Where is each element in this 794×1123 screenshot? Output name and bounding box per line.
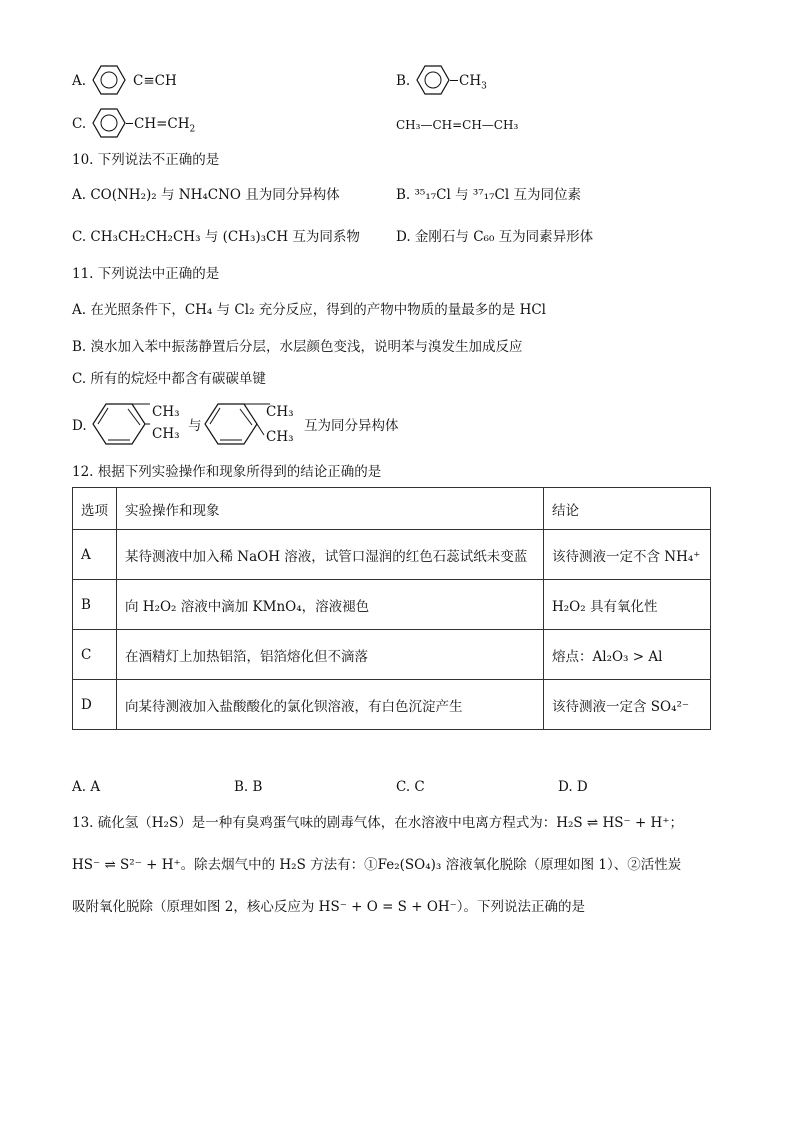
benzene-ring-icon (92, 107, 126, 139)
header-option: 选项 (73, 488, 117, 530)
methyl-label: CH₃ (152, 404, 180, 420)
row-operation: 在酒精灯上加热铝箔，铝箔熔化但不滴落 (117, 630, 544, 680)
q11-option-a: A. 在光照条件下，CH₄ 与 Cl₂ 充分反应，得到的产物中物质的量最多的是 HCl (72, 302, 546, 318)
q9-option-a-label: A. (72, 73, 87, 89)
q10-option-c: C. CH₃CH₂CH₂CH₃ 与 (CH₃)₃CH 互为同系物 (72, 229, 360, 245)
row-conclusion: 该待测液一定含 SO₄²⁻ (544, 680, 711, 730)
table-row (73, 530, 711, 580)
methyl-label: CH₃ (152, 426, 180, 442)
q9-option-b-label: B. (396, 73, 411, 89)
q12-choice-a: A. A (72, 779, 101, 795)
q12-choice-d: D. D (558, 779, 588, 795)
q11-option-d-tail: 互为同分异构体 (304, 418, 399, 434)
q12-stem: 12. 根据下列实验操作和现象所得到的结论正确的是 (72, 464, 382, 480)
benzene-ring-icon (92, 64, 126, 96)
q9-option-b-formula: CH (459, 73, 482, 89)
q13-line-3: 吸附氧化脱除（原理如图 2，核心反应为 HS⁻ + O = S + OH⁻）。下列说法正确的是 (72, 899, 586, 915)
q9-option-a-formula: C≡CH (133, 73, 177, 89)
header-operation: 实验操作和现象 (117, 488, 544, 530)
q9-option-c-formula: CH=CH (134, 116, 190, 132)
row-operation: 向 H₂O₂ 溶液中滴加 KMnO₄，溶液褪色 (117, 580, 544, 630)
row-option: D (73, 680, 117, 730)
q9-option-d: CH₃—CH=CH—CH₃ (396, 118, 519, 132)
o-xylene-structure-icon (92, 401, 150, 447)
p-xylene-structure-icon (204, 401, 270, 447)
table-row (73, 630, 711, 680)
table-header-row (73, 488, 711, 530)
bond-line (450, 80, 458, 81)
row-operation: 某待测液中加入稀 NaOH 溶液，试管口湿润的红色石蕊试纸未变蓝 (117, 530, 544, 580)
q11-option-b: B. 溴水加入苯中振荡静置后分层，水层颜色变浅，说明苯与溴发生加成反应 (72, 339, 523, 355)
table-row (73, 580, 711, 630)
row-option: C (73, 630, 117, 680)
q10-option-d: D. 金刚石与 C₆₀ 互为同素异形体 (396, 229, 594, 245)
methyl-label: CH₃ (266, 404, 294, 420)
q12-choice-b: B. B (234, 779, 263, 795)
q11-stem: 11. 下列说法中正确的是 (72, 266, 220, 282)
row-operation: 向某待测液加入盐酸酸化的氯化钡溶液，有白色沉淀产生 (117, 680, 544, 730)
q10-stem: 10. 下列说法不正确的是 (72, 152, 220, 168)
q10-option-a: A. CO(NH₂)₂ 与 NH₄CNO 且为同分异构体 (72, 187, 340, 203)
row-conclusion: 熔点：Al₂O₃ > Al (544, 630, 711, 680)
q13-line-1: 13. 硫化氢（H₂S）是一种有臭鸡蛋气味的剧毒气体，在水溶液中电离方程式为：H₂S ⇌ HS⁻ + H⁺； (72, 815, 683, 831)
q11-option-d-and: 与 (188, 418, 202, 434)
q11-option-c: C. 所有的烷烃中都含有碳碳单键 (72, 371, 266, 387)
row-option: A (73, 530, 117, 580)
benzene-ring-icon (416, 64, 450, 96)
methyl-label: CH₃ (266, 429, 294, 445)
q9-option-c-label: C. (72, 116, 87, 132)
experiment-table (72, 487, 711, 730)
header-conclusion: 结论 (544, 488, 711, 530)
q10-option-b: B. ³⁵₁₇Cl 与 ³⁷₁₇Cl 互为同位素 (396, 187, 581, 203)
row-option: B (73, 580, 117, 630)
bond-line (126, 123, 133, 124)
row-conclusion: 该待测液一定不含 NH₄⁺ (544, 530, 711, 580)
q12-choice-c: C. C (396, 779, 425, 795)
table-row (73, 680, 711, 730)
row-conclusion: H₂O₂ 具有氧化性 (544, 580, 711, 630)
q13-line-2: HS⁻ ⇌ S²⁻ + H⁺。除去烟气中的 H₂S 方法有：①Fe₂(SO₄)₃ 溶液氧化脱除（原理如图 1）、②活性炭 (72, 857, 682, 873)
q11-option-d-label: D. (72, 418, 87, 434)
